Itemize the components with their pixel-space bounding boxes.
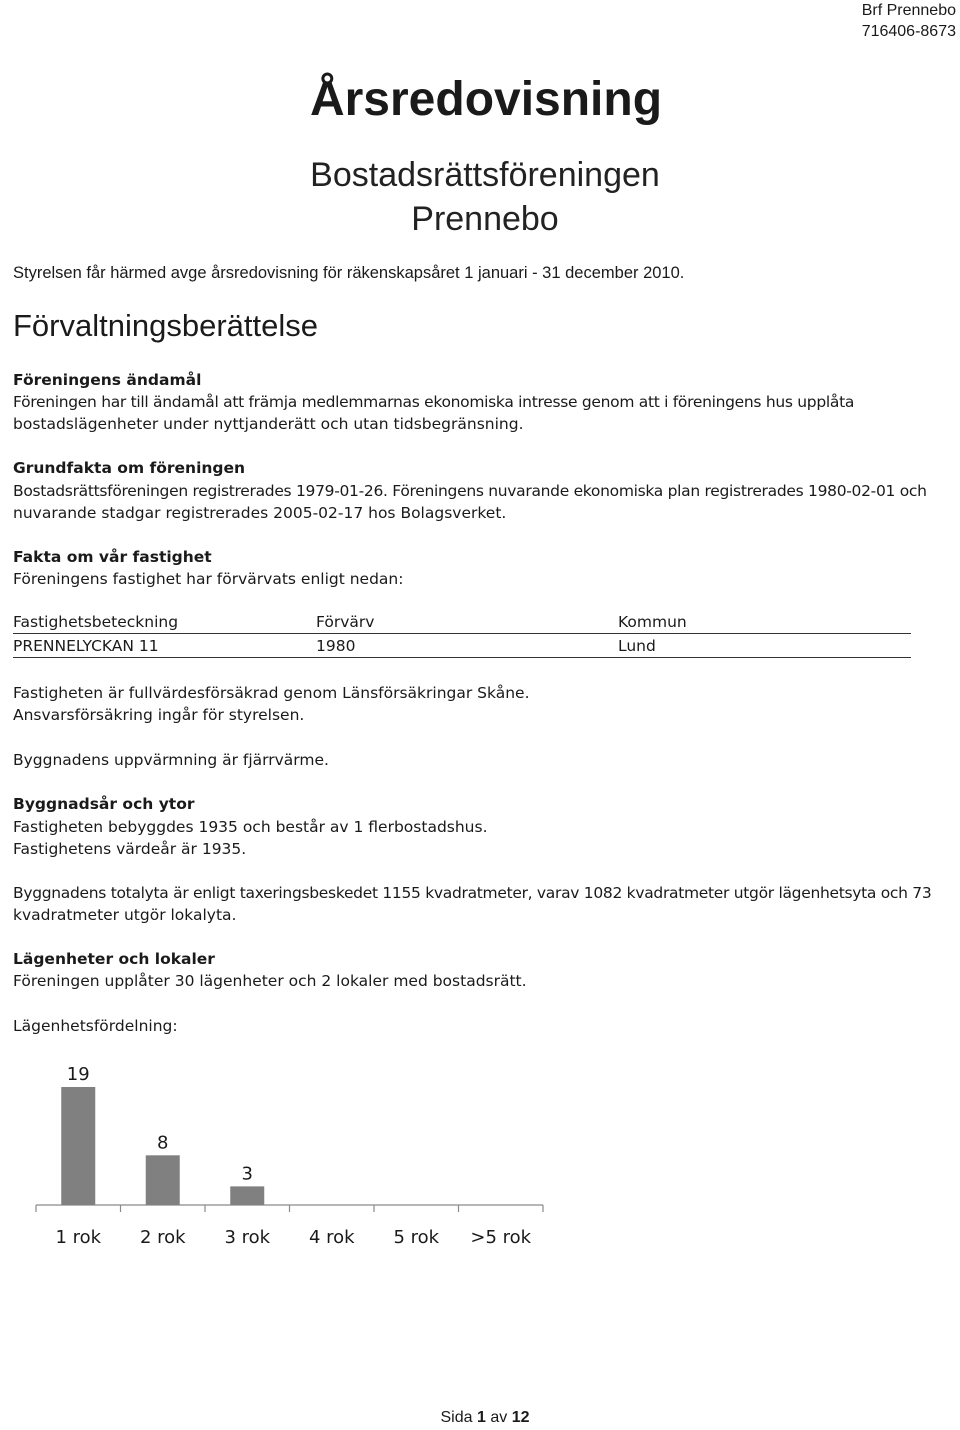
chart-data-label: 19 xyxy=(66,1064,90,1085)
footer-prefix: Sida xyxy=(440,1409,473,1426)
page-footer xyxy=(0,1406,960,1430)
table-header-municipality: Kommun xyxy=(618,613,687,631)
purpose-line-2: bostadslägenheter under nyttjanderätt och utan tidsbegränsning. xyxy=(13,415,524,433)
org-name: Brf Prennebo xyxy=(861,2,956,19)
insurance-line-1: Fastigheten är fullvärdesförsäkrad genom Länsförsäkringar Skåne. xyxy=(13,684,530,702)
property-table-header xyxy=(13,611,911,634)
units-text: Föreningen upplåter 30 lägenheter och 2 lokaler med bostadsrätt. xyxy=(13,972,527,990)
section-title: Förvaltningsberättelse xyxy=(13,308,318,343)
document-subtitle-line1: Bostadsrättsföreningen xyxy=(310,156,660,194)
facts-line-2: nuvarande stadgar registrerades 2005-02-17 hos Bolagsverket. xyxy=(13,504,507,522)
facts-heading: Grundfakta om föreningen xyxy=(13,459,246,477)
chart-data-label: 3 xyxy=(241,1163,253,1185)
building-heading: Byggnadsår och ytor xyxy=(13,795,195,813)
document-title: Årsredovisning xyxy=(309,73,663,126)
chart-bar xyxy=(230,1186,264,1205)
intro-text: Styrelsen får härmed avge årsredovisning för räkenskapsåret 1 januari - 31 december 2010. xyxy=(13,264,685,282)
chart-bar xyxy=(61,1087,95,1205)
table-cell-designation: PRENNELYCKAN 11 xyxy=(13,637,159,655)
chart-bar xyxy=(146,1155,180,1205)
footer-page-number: 1 xyxy=(476,1409,486,1426)
chart-category-label: 5 rok xyxy=(393,1227,440,1248)
chart-category-label: 4 rok xyxy=(308,1227,355,1248)
org-number: 716406-8673 xyxy=(861,23,956,40)
area-line-1: Byggnadens totalyta är enligt taxeringsbeskedet 1155 kvadratmeter, varav 1082 kvadratmeter utgör lägenhetsyta och 73 xyxy=(13,884,932,902)
document-subtitle-line2: Prennebo xyxy=(411,200,559,238)
apartment-distribution-chart xyxy=(0,1050,580,1260)
heating-text: Byggnadens uppvärmning är fjärrvärme. xyxy=(13,751,329,769)
insurance-line-2: Ansvarsförsäkring ingår för styrelsen. xyxy=(13,706,305,724)
property-text: Föreningens fastighet har förvärvats enligt nedan: xyxy=(13,570,404,588)
facts-line-1: Bostadsrättsföreningen registrerades 1979-01-26. Föreningens nuvarande ekonomiska plan registrerades 1980-02-01 och xyxy=(13,482,927,500)
chart-category-label: 2 rok xyxy=(139,1227,186,1248)
table-cell-acquisition: 1980 xyxy=(316,637,356,655)
units-heading: Lägenheter och lokaler xyxy=(13,950,215,968)
chart-category-label: >5 rok xyxy=(470,1227,532,1248)
chart-category-label: 3 rok xyxy=(224,1227,271,1248)
table-row xyxy=(13,635,911,658)
purpose-heading: Föreningens ändamål xyxy=(13,371,202,389)
chart-category-label: 1 rok xyxy=(55,1227,102,1248)
purpose-line-1: Föreningen har till ändamål att främja medlemmarnas ekonomiska intresse genom att i föreningens hus upplåta xyxy=(13,393,855,411)
building-line-1: Fastigheten bebyggdes 1935 och består av 1 flerbostadshus. xyxy=(13,818,488,836)
area-line-2: kvadratmeter utgör lokalyta. xyxy=(13,906,237,924)
property-heading: Fakta om vår fastighet xyxy=(13,548,212,566)
distribution-label: Lägenhetsfördelning: xyxy=(13,1017,178,1035)
chart-data-label: 8 xyxy=(157,1132,169,1154)
footer-total-pages: 12 xyxy=(511,1409,530,1426)
table-header-acquisition: Förvärv xyxy=(316,613,375,631)
table-cell-municipality: Lund xyxy=(618,637,656,655)
footer-of: av xyxy=(490,1409,508,1426)
building-line-2: Fastighetens värdeår är 1935. xyxy=(13,840,247,858)
table-header-designation: Fastighetsbeteckning xyxy=(13,613,179,631)
